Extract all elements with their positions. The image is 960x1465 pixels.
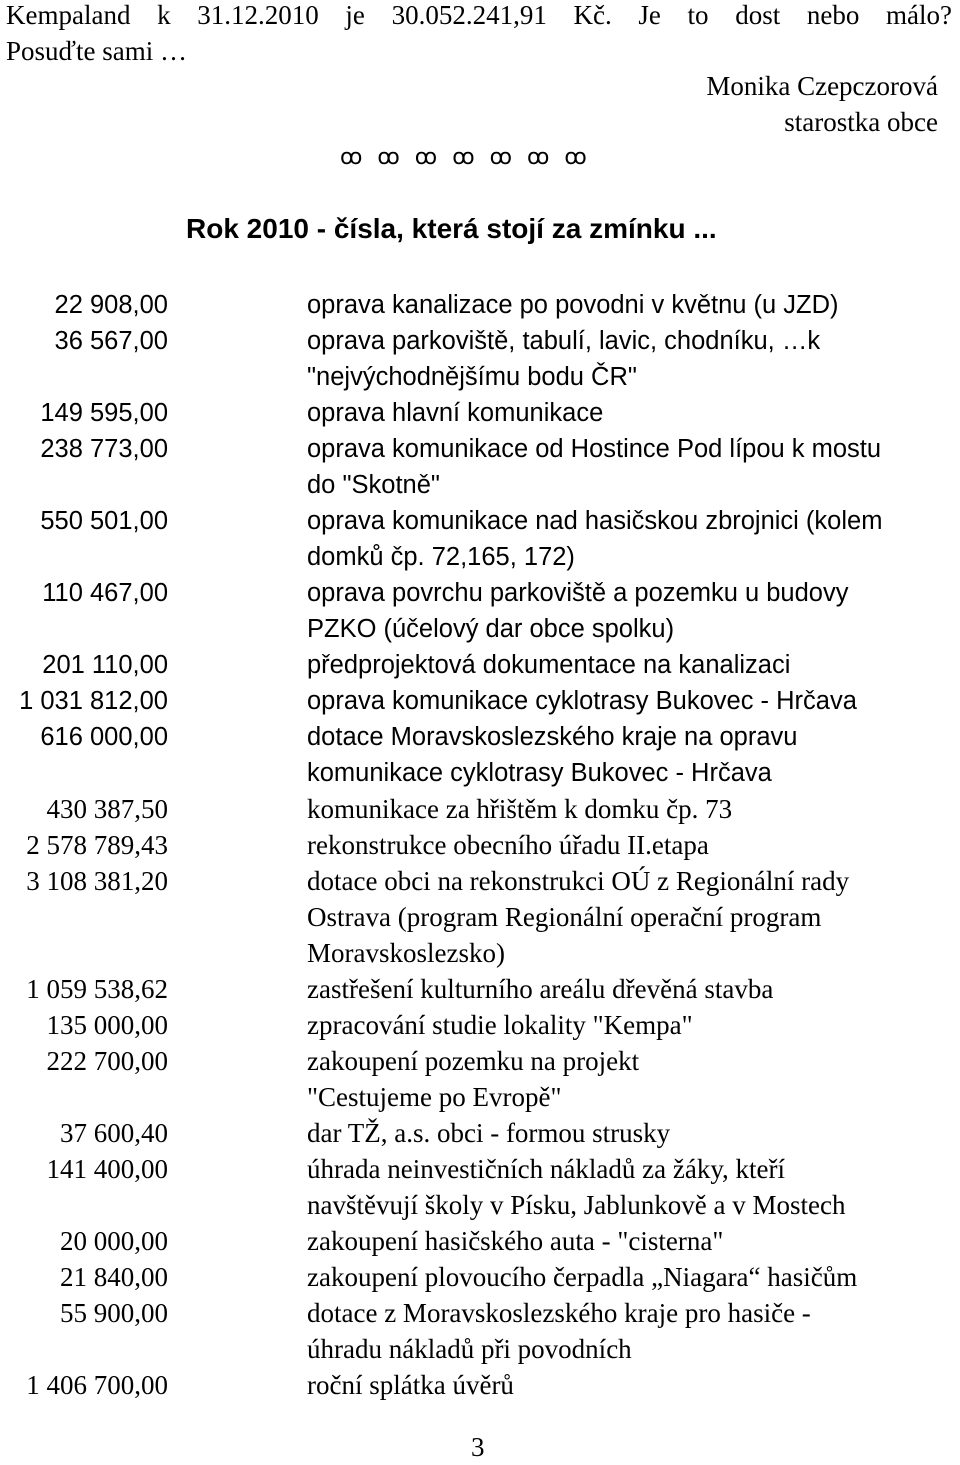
description-line: oprava komunikace od Hostince Pod lípou k mostu <box>307 435 882 463</box>
expense-amount: 110 467,00 <box>42 579 168 607</box>
expense-description <box>307 1151 957 1223</box>
description-line: "Cestujeme po Evropě" <box>307 1082 562 1112</box>
description-line: zakoupení plovoucího čerpadla „Niagara“ hasičům <box>307 1262 858 1292</box>
expense-description <box>307 719 957 791</box>
expense-amount: 135 000,00 <box>46 1010 168 1040</box>
expense-row <box>0 863 960 971</box>
expense-amount: 21 840,00 <box>60 1262 168 1292</box>
expense-description <box>307 827 957 863</box>
expense-row <box>0 1367 960 1403</box>
description-line: rekonstrukce obecního úřadu II.etapa <box>307 830 709 860</box>
description-line: komunikace za hřištěm k domku čp. 73 <box>307 794 733 824</box>
expense-amount: 222 700,00 <box>46 1046 168 1076</box>
description-line: oprava hlavní komunikace <box>307 399 604 427</box>
description-line: dotace obci na rekonstrukci OÚ z Regionální rady <box>307 866 850 896</box>
signature-name: Monika Czepczorová <box>706 71 938 101</box>
page-number: 3 <box>471 1432 485 1462</box>
expense-row <box>0 1115 960 1151</box>
description-line: oprava komunikace nad hasičskou zbrojnici (kolem <box>307 507 883 535</box>
expense-row <box>0 719 960 791</box>
expense-description <box>307 287 957 323</box>
expense-description <box>307 1367 957 1403</box>
description-line: navštěvují školy v Písku, Jablunkově a v Mostech <box>307 1190 846 1220</box>
description-line: komunikace cyklotrasy Bukovec - Hrčava <box>307 759 772 787</box>
expense-amount: 616 000,00 <box>40 723 168 751</box>
expense-row <box>0 1223 960 1259</box>
expense-description <box>307 395 957 431</box>
description-line: předprojektová dokumentace na kanalizaci <box>307 651 791 679</box>
expense-amount: 149 595,00 <box>40 399 168 427</box>
description-line: dotace z Moravskoslezského kraje pro hasiče - <box>307 1298 811 1328</box>
expense-row <box>0 647 960 683</box>
description-line: oprava kanalizace po povodni v květnu (u JZD) <box>307 291 839 319</box>
description-line: Ostrava (program Regionální operační program <box>307 902 822 932</box>
expense-amount: 1 406 700,00 <box>26 1370 168 1400</box>
expense-row <box>0 827 960 863</box>
description-line: zakoupení pozemku na projekt <box>307 1046 640 1076</box>
expense-row <box>0 683 960 719</box>
signature-block <box>706 68 938 140</box>
ornament-divider: ꝏ ꝏ ꝏ ꝏ ꝏ ꝏ ꝏ <box>340 145 591 170</box>
expense-row <box>0 323 960 395</box>
expense-amount: 550 501,00 <box>40 507 168 535</box>
expense-amount: 20 000,00 <box>60 1226 168 1256</box>
description-line: oprava povrchu parkoviště a pozemku u budovy <box>307 579 849 607</box>
expense-row <box>0 971 960 1007</box>
expense-list-serif <box>0 791 960 1403</box>
expense-description <box>307 1259 957 1295</box>
expense-row <box>0 1295 960 1367</box>
description-line: oprava parkoviště, tabulí, lavic, chodníku, …k <box>307 327 821 355</box>
expense-amount: 430 387,50 <box>46 794 168 824</box>
expense-row <box>0 1151 960 1223</box>
expense-amount: 3 108 381,20 <box>26 866 168 896</box>
expense-description <box>307 1115 957 1151</box>
intro-line-2: Posuďte sami … <box>6 36 187 66</box>
description-line: úhrada neinvestičních nákladů za žáky, kteří <box>307 1154 786 1184</box>
expense-amount: 22 908,00 <box>54 291 168 319</box>
intro-paragraph <box>6 0 952 69</box>
description-line: zpracování studie lokality "Kempa" <box>307 1010 693 1040</box>
expense-amount: 1 031 812,00 <box>19 687 168 715</box>
expense-amount: 238 773,00 <box>40 435 168 463</box>
expense-row <box>0 791 960 827</box>
expense-amount: 201 110,00 <box>42 651 168 679</box>
description-line: "nejvýchodnějšímu bodu ČR" <box>307 363 637 391</box>
expense-list-sans <box>0 287 960 791</box>
description-line: zakoupení hasičského auta - "cisterna" <box>307 1226 724 1256</box>
expense-row <box>0 287 960 323</box>
description-line: roční splátka úvěrů <box>307 1370 514 1400</box>
expense-description <box>307 647 957 683</box>
description-line: dar TŽ, a.s. obci - formou strusky <box>307 1118 671 1148</box>
description-line: domků čp. 72,165, 172) <box>307 543 575 571</box>
expense-description <box>307 1223 957 1259</box>
description-line: oprava komunikace cyklotrasy Bukovec - Hrčava <box>307 687 857 715</box>
expense-description <box>307 1295 957 1367</box>
expense-description <box>307 1007 957 1043</box>
expense-row <box>0 575 960 647</box>
description-line: úhradu nákladů při povodních <box>307 1334 632 1364</box>
description-line: dotace Moravskoslezského kraje na opravu <box>307 723 798 751</box>
expense-description <box>307 791 957 827</box>
description-line: PZKO (účelový dar obce spolku) <box>307 615 675 643</box>
expense-amount: 36 567,00 <box>54 327 168 355</box>
expense-row <box>0 1259 960 1295</box>
expense-description <box>307 1043 957 1115</box>
signature-role: starostka obce <box>784 107 938 137</box>
expense-amount: 141 400,00 <box>46 1154 168 1184</box>
expense-description <box>307 863 957 971</box>
description-line: zastřešení kulturního areálu dřevěná stavba <box>307 974 774 1004</box>
expense-row <box>0 395 960 431</box>
expense-amount: 1 059 538,62 <box>26 974 168 1004</box>
expense-description <box>307 431 957 503</box>
description-line: do "Skotně" <box>307 471 440 499</box>
expense-row <box>0 503 960 575</box>
expense-row <box>0 1007 960 1043</box>
expense-description <box>307 971 957 1007</box>
expense-amount: 2 578 789,43 <box>26 830 168 860</box>
expense-description <box>307 503 957 575</box>
expense-description <box>307 683 957 719</box>
intro-line-1: Kempaland k 31.12.2010 je 30.052.241,91 Kč. Je to dost nebo málo? <box>6 0 952 30</box>
description-line: Moravskoslezsko) <box>307 938 505 968</box>
section-heading: Rok 2010 - čísla, která stojí za zmínku ... <box>186 213 717 244</box>
expense-row <box>0 1043 960 1115</box>
expense-description <box>307 323 957 395</box>
expense-amount: 55 900,00 <box>60 1298 168 1328</box>
expense-row <box>0 431 960 503</box>
expense-description <box>307 575 957 647</box>
expense-amount: 37 600,40 <box>60 1118 168 1148</box>
